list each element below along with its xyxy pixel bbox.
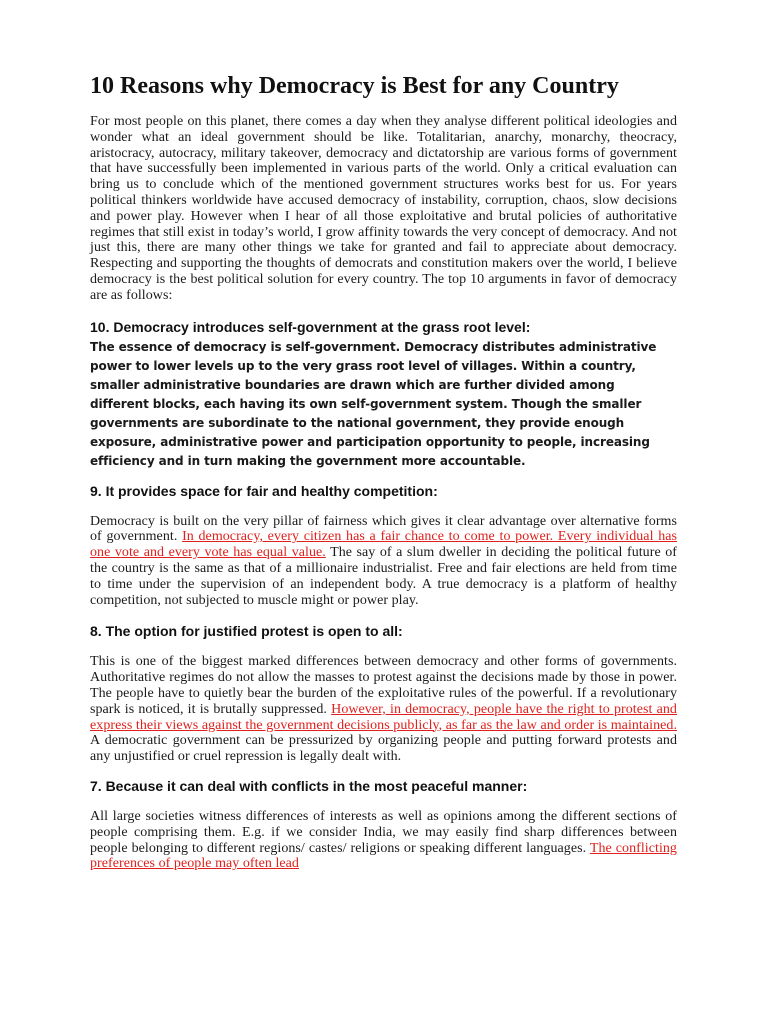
section-8-text-end: A democratic government can be pressurized by organizing people and putting forward protests and any unjustified or cruel repression is legally dealt with. [90, 733, 677, 765]
section-heading-8: 8. The option for justified protest is open to all: [90, 623, 403, 640]
section-7-text: All large societies witness differences of interests as well as opinions among the different sections of people comprising them. E.g. if we consider India, we may easily find sharp differences between people belonging to different regions/ castes/ religions or speaking different languages. [90, 808, 677, 856]
section-9-text: Democracy is built on the very pillar of fairness which gives it clear advantage over alternative forms of government. [90, 513, 677, 545]
section-body-7 [90, 809, 677, 872]
section-7-highlight: The conflicting preferences of people may often lead [90, 840, 677, 872]
section-body-9 [90, 514, 677, 609]
document-title: 10 Reasons why Democracy is Best for any Country [90, 73, 619, 99]
section-heading-9: 9. It provides space for fair and healthy competition: [90, 482, 438, 499]
section-body-10: The essence of democracy is self-government. Democracy distributes administrative power to lower levels up to the very grass root level of villages. Within a country, smaller administrative boundaries are drawn which are further divided among different blocks, each having its own self-government system. Though the smaller governments are subordinate to the national government, they provide enough exposure, administrative power and participation opportunity to people, increasing efficiency and in turn making the government more accountable. [90, 339, 657, 468]
section-8-highlight: However, in democracy, people have the right to protest and express their views against the government decisions publicly, as far as the law and order is maintained. [90, 701, 677, 733]
section-9-text-end: The say of a slum dweller in deciding the political future of the country is the same as that of a millionaire industrialist. Free and fair elections are held from time to time under the supervision of an independent body. A true democracy is a platform of healthy competition, not subjected to muscle might or power play. [90, 545, 677, 608]
section-8-text: This is one of the biggest marked differences between democracy and other forms of governments. Authoritative regimes do not allow the masses to protest against the decisions made by those in power. The people have to quietly bear the burden of the exploitative rules of the powerful. If a revolutionary spark is noticed, it is brutally suppressed. [90, 654, 677, 717]
section-9-highlight: In democracy, every citizen has a fair chance to come to power. Every individual has one vote and every vote has equal value. [90, 529, 677, 561]
intro-paragraph: For most people on this planet, there comes a day when they analyse different political ideologies and wonder what an ideal government should be like. Totalitarian, anarchy, monarchy, theocracy, aristocracy, autocracy, military takeover, democracy and dictatorship are various forms of government that have successfully been implemented in various parts of the world. Only a critical evaluation can bring us to conclude which of the mentioned government structures works best for us. For years political thinkers worldwide have accused democracy of instability, corruption, chaos, slow decisions and power play. However when I hear of all those exploitative and brutal policies of authoritative regimes that still exist in today’s world, I grow affinity towards the very concept of democracy. And not just this, there are many other things we take for granted and fail to appreciate about democracy. Respecting and supporting the thoughts of democrats and constitution makers over the world, I believe democracy is the best political solution for every country. The top 10 arguments in favor of democracy are as follows: [90, 114, 677, 303]
document-page [90, 72, 677, 872]
section-heading-7: 7. Because it can deal with conflicts in the most peaceful manner: [90, 777, 528, 794]
section-body-8 [90, 654, 677, 765]
section-heading-10: 10. Democracy introduces self-government at the grass root level: [90, 318, 531, 335]
